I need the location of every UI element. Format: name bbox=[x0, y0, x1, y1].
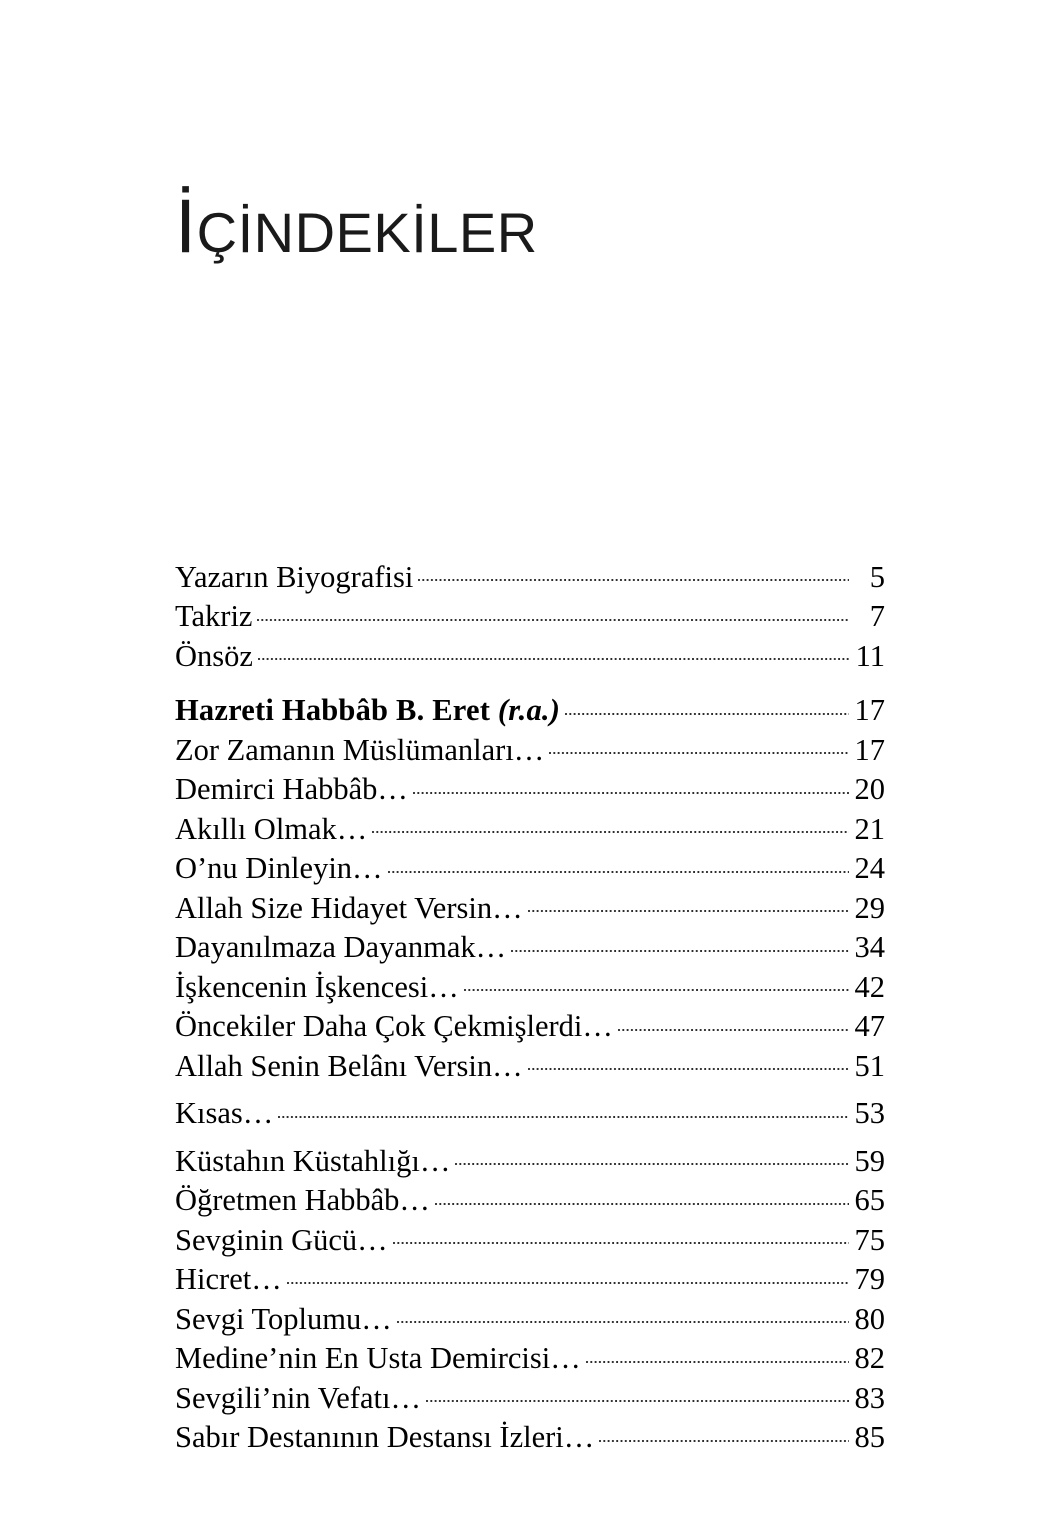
toc-entry-page-number: 82 bbox=[854, 1341, 885, 1375]
toc-entry-label: O’nu Dinleyin… bbox=[175, 851, 383, 885]
toc-entry-label: Dayanılmaza Dayanmak… bbox=[175, 930, 507, 964]
toc-entry-page-number: 7 bbox=[869, 599, 885, 633]
toc-entry[interactable] bbox=[175, 1338, 885, 1378]
toc-entry[interactable] bbox=[175, 1377, 885, 1417]
toc-entry-label: Demirci Habbâb… bbox=[175, 772, 408, 806]
dot-leader bbox=[388, 848, 849, 879]
dot-leader bbox=[549, 729, 849, 760]
toc-entry-label: Sevgi Toplumu… bbox=[175, 1301, 392, 1336]
page-title-lead-letter: İ bbox=[175, 184, 197, 270]
dot-leader bbox=[426, 1377, 849, 1408]
toc-entry-label: Zor Zamanın Müslümanları… bbox=[175, 732, 545, 767]
toc-entry-label: Takriz bbox=[175, 599, 253, 633]
toc-entry[interactable] bbox=[175, 927, 885, 967]
dot-leader bbox=[418, 556, 849, 587]
toc-entry[interactable] bbox=[175, 1417, 885, 1457]
toc-entry-label: Sevginin Gücü… bbox=[175, 1222, 388, 1257]
toc-entry-page-number: 21 bbox=[854, 811, 885, 846]
toc-entry-label: Öncekiler Daha Çok Çekmişlerdi… bbox=[175, 1009, 613, 1043]
toc-entry[interactable] bbox=[175, 1140, 885, 1180]
toc-entry-label: Küstahın Küstahlığı… bbox=[175, 1143, 451, 1178]
toc-entry-page-number: 65 bbox=[854, 1183, 885, 1217]
toc-entry[interactable] bbox=[175, 848, 885, 888]
toc-entry-page-number: 29 bbox=[854, 890, 885, 925]
toc-entry-page-number: 51 bbox=[854, 1048, 885, 1083]
toc-entry-page-number: 79 bbox=[854, 1262, 885, 1296]
toc-entry[interactable] bbox=[175, 1298, 885, 1338]
toc-entry-page-number: 17 bbox=[854, 732, 885, 767]
toc-entry-page-number: 53 bbox=[854, 1096, 885, 1130]
toc-entry-page-number: 59 bbox=[854, 1143, 885, 1178]
toc-entry-page-number: 11 bbox=[855, 638, 885, 673]
toc-entry[interactable] bbox=[175, 966, 885, 1006]
toc-entry[interactable] bbox=[175, 1093, 885, 1133]
toc-entry-page-number: 42 bbox=[854, 969, 885, 1004]
toc-entry[interactable] bbox=[175, 556, 885, 596]
toc-entry-label: Önsöz bbox=[175, 638, 253, 673]
page-title bbox=[175, 184, 538, 270]
dot-leader bbox=[258, 635, 849, 666]
dot-leader bbox=[397, 1298, 849, 1329]
toc-entry[interactable] bbox=[175, 635, 885, 675]
toc-entry-label: Öğretmen Habbâb… bbox=[175, 1183, 430, 1217]
toc-entry[interactable] bbox=[175, 1045, 885, 1085]
toc-entry-page-number: 5 bbox=[869, 559, 885, 594]
toc-entry-label: Allah Senin Belânı Versin… bbox=[175, 1048, 523, 1083]
toc-entry-label: Medine’nin En Usta Demircisi… bbox=[175, 1341, 581, 1375]
dot-leader bbox=[599, 1417, 849, 1448]
toc-entry-list bbox=[175, 556, 885, 1456]
dot-leader bbox=[511, 927, 849, 958]
toc-entry[interactable] bbox=[175, 1219, 885, 1259]
toc-entry-label: Kısas… bbox=[175, 1096, 274, 1130]
dot-leader bbox=[528, 1045, 849, 1076]
dot-leader bbox=[413, 769, 849, 800]
dot-leader bbox=[464, 966, 849, 997]
toc-entry-label: Hicret… bbox=[175, 1262, 282, 1296]
dot-leader bbox=[618, 1006, 849, 1037]
toc-entry[interactable] bbox=[175, 887, 885, 927]
toc-entry-label: Akıllı Olmak… bbox=[175, 811, 368, 846]
toc-entry-page-number: 20 bbox=[854, 772, 885, 806]
toc-entry-page-number: 80 bbox=[854, 1301, 885, 1336]
dot-leader bbox=[278, 1093, 849, 1124]
toc-entry-page-number: 47 bbox=[854, 1009, 885, 1043]
dot-leader bbox=[393, 1219, 849, 1250]
toc-entry-page-number: 75 bbox=[854, 1222, 885, 1257]
toc-entry-page-number: 24 bbox=[854, 851, 885, 885]
toc-entry[interactable] bbox=[175, 1180, 885, 1220]
toc-entry-page-number: 34 bbox=[854, 930, 885, 964]
toc-entry[interactable] bbox=[175, 596, 885, 636]
dot-leader bbox=[257, 596, 849, 627]
toc-chapter-heading[interactable] bbox=[175, 690, 885, 730]
toc-entry-label: Yazarın Biyografisi bbox=[175, 559, 414, 594]
toc-entry-label: Sabır Destanının Destansı İzleri… bbox=[175, 1420, 595, 1454]
toc-entry[interactable] bbox=[175, 769, 885, 809]
dot-leader bbox=[435, 1180, 849, 1211]
dot-leader bbox=[455, 1140, 849, 1171]
toc-entry-label: Allah Size Hidayet Versin… bbox=[175, 890, 523, 925]
dot-leader bbox=[565, 690, 849, 721]
dot-leader bbox=[287, 1259, 849, 1290]
toc-entry-label: Sevgili’nin Vefatı… bbox=[175, 1380, 421, 1415]
toc-chapter-heading-main: Hazreti Habbâb B. Eret bbox=[175, 693, 498, 727]
toc-entry-page-number: 17 bbox=[854, 693, 885, 727]
dot-leader bbox=[372, 808, 849, 839]
dot-leader bbox=[586, 1338, 849, 1369]
toc-entry-label: İşkencenin İşkencesi… bbox=[175, 969, 459, 1004]
toc-entry[interactable] bbox=[175, 808, 885, 848]
dot-leader bbox=[528, 887, 849, 918]
toc-entry[interactable] bbox=[175, 729, 885, 769]
toc-entry-page-number: 85 bbox=[854, 1420, 885, 1454]
toc-entry-page-number: 83 bbox=[854, 1380, 885, 1415]
page-title-rest: ÇİNDEKİLER bbox=[196, 201, 538, 265]
toc-entry[interactable] bbox=[175, 1006, 885, 1046]
toc-chapter-heading-label bbox=[175, 691, 565, 729]
toc-chapter-heading-suffix: (r.a.) bbox=[497, 693, 561, 727]
toc-entry[interactable] bbox=[175, 1259, 885, 1299]
